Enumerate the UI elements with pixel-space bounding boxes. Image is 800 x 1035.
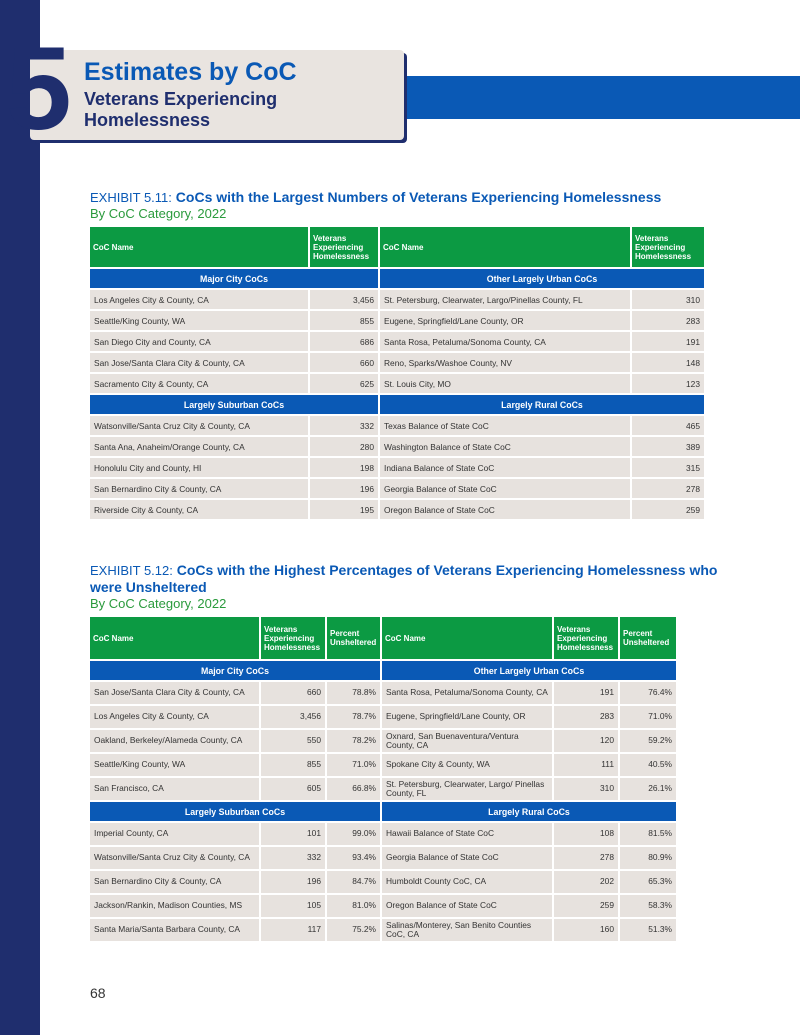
veterans-count-cell: 280 [310,437,378,456]
table-row [90,919,676,941]
coc-name-cell: Imperial County, CA [90,823,259,845]
percent-unsheltered-cell: 78.2% [327,730,380,752]
table-row [90,290,704,309]
table-row [90,682,676,704]
coc-name-cell: Salinas/Monterey, San Benito Counties CoC, CA [382,919,552,941]
percent-unsheltered-cell: 51.3% [620,919,676,941]
chapter-title: Estimates by CoC [84,58,297,86]
coc-name-cell: San Jose/Santa Clara City & County, CA [90,682,259,704]
percent-unsheltered-cell: 26.1% [620,778,676,800]
percent-unsheltered-cell: 78.7% [327,706,380,728]
table-row [90,500,704,519]
exhibit-number: EXHIBIT 5.12: [90,563,173,578]
veterans-count-cell: 259 [554,895,618,917]
coc-name-cell: Eugene, Springfield/Lane County, OR [380,311,630,330]
coc-name-cell: Spokane City & County, WA [382,754,552,776]
coc-name-cell: Watsonville/Santa Cruz City & County, CA [90,847,259,869]
percent-unsheltered-cell: 59.2% [620,730,676,752]
veterans-count-cell: 117 [261,919,325,941]
coc-name-cell: San Diego City and County, CA [90,332,308,351]
table-row [90,311,704,330]
coc-name-cell: St. Louis City, MO [380,374,630,393]
percent-unsheltered-cell: 66.8% [327,778,380,800]
table-row [90,353,704,372]
table-row [90,895,676,917]
header-coc-name: CoC Name [380,227,630,267]
table-row [90,458,704,477]
veterans-count-cell: 332 [261,847,325,869]
category-row [90,269,704,288]
coc-name-cell: Sacramento City & County, CA [90,374,308,393]
veterans-count-cell: 148 [632,353,704,372]
percent-unsheltered-cell: 71.0% [327,754,380,776]
coc-name-cell: Seattle/King County, WA [90,311,308,330]
exhibit-title [90,562,720,596]
veterans-count-cell: 196 [261,871,325,893]
veterans-count-cell: 389 [632,437,704,456]
percent-unsheltered-cell: 78.8% [327,682,380,704]
table-row [90,437,704,456]
header-veterans: Veterans Experiencing Homelessness [554,617,618,659]
header-name: CoC Name [382,617,552,659]
veterans-count-cell: 660 [261,682,325,704]
table-row [90,778,676,800]
coc-name-cell: Los Angeles City & County, CA [90,706,259,728]
veterans-count-cell: 315 [632,458,704,477]
exhibit-title [90,189,720,206]
percent-unsheltered-cell: 75.2% [327,919,380,941]
category-row [90,661,676,680]
header-veterans: Veterans Experiencing Homelessness [632,227,704,267]
header-name: CoC Name [90,617,259,659]
percent-unsheltered-cell: 93.4% [327,847,380,869]
percent-unsheltered-cell: 65.3% [620,871,676,893]
coc-name-cell: Oxnard, San Buenaventura/Ventura County, CA [382,730,552,752]
percent-unsheltered-cell: 71.0% [620,706,676,728]
veterans-count-cell: 550 [261,730,325,752]
veterans-count-cell: 195 [310,500,378,519]
percent-unsheltered-cell: 76.4% [620,682,676,704]
chapter-subtitle: Veterans Experiencing Homelessness [84,89,278,130]
veterans-count-cell: 283 [554,706,618,728]
coc-name-cell: San Bernardino City & County, CA [90,479,308,498]
table-header-row [90,227,704,267]
veterans-count-cell: 310 [632,290,704,309]
table-row [90,730,676,752]
veterans-count-cell: 278 [554,847,618,869]
percent-unsheltered-cell: 84.7% [327,871,380,893]
table-row [90,332,704,351]
veterans-count-cell: 191 [632,332,704,351]
percent-unsheltered-cell: 99.0% [327,823,380,845]
veterans-count-cell: 120 [554,730,618,752]
coc-name-cell: Reno, Sparks/Washoe County, NV [380,353,630,372]
coc-name-cell: Oakland, Berkeley/Alameda County, CA [90,730,259,752]
category-label: Largely Suburban CoCs [90,395,378,414]
veterans-count-cell: 605 [261,778,325,800]
coc-name-cell: San Jose/Santa Clara City & County, CA [90,353,308,372]
coc-name-cell: Santa Rosa, Petaluma/Sonoma County, CA [382,682,552,704]
coc-name-cell: St. Petersburg, Clearwater, Largo/ Pinellas County, FL [382,778,552,800]
exhibit-heading: CoCs with the Highest Percentages of Veterans Experiencing Homelessness who were Unsheltered [90,562,718,595]
table-row [90,871,676,893]
veterans-count-cell: 108 [554,823,618,845]
veterans-count-cell: 259 [632,500,704,519]
exhibit-number: EXHIBIT 5.11: [90,190,172,205]
category-label: Other Largely Urban CoCs [382,661,676,680]
category-row [90,802,676,821]
coc-name-cell: Santa Ana, Anaheim/Orange County, CA [90,437,308,456]
table-row [90,847,676,869]
veterans-count-cell: 202 [554,871,618,893]
category-label: Major City CoCs [90,661,380,680]
exhibit-subtitle: By CoC Category, 2022 [90,596,227,611]
header-veterans: Veterans Experiencing Homelessness [310,227,378,267]
veterans-count-cell: 105 [261,895,325,917]
coc-name-cell: Georgia Balance of State CoC [380,479,630,498]
table-row [90,823,676,845]
percent-unsheltered-cell: 81.5% [620,823,676,845]
exhibit-subtitle: By CoC Category, 2022 [90,206,227,221]
veterans-count-cell: 101 [261,823,325,845]
exhibit-heading: CoCs with the Largest Numbers of Veterans Experiencing Homelessness [175,189,662,205]
category-label: Other Largely Urban CoCs [380,269,704,288]
header-coc-name: CoC Name [90,227,308,267]
exhibit-5-12 [90,562,720,943]
coc-name-cell: Eugene, Springfield/Lane County, OR [382,706,552,728]
coc-name-cell: Washington Balance of State CoC [380,437,630,456]
percent-unsheltered-cell: 81.0% [327,895,380,917]
page-number: 68 [90,985,106,1001]
coc-name-cell: Jackson/Rankin, Madison Counties, MS [90,895,259,917]
category-row [90,395,704,414]
largest-numbers-table [88,225,706,521]
veterans-count-cell: 855 [310,311,378,330]
coc-name-cell: Georgia Balance of State CoC [382,847,552,869]
coc-name-cell: Seattle/King County, WA [90,754,259,776]
veterans-count-cell: 855 [261,754,325,776]
coc-name-cell: San Bernardino City & County, CA [90,871,259,893]
veterans-count-cell: 310 [554,778,618,800]
coc-name-cell: Los Angeles City & County, CA [90,290,308,309]
category-label: Major City CoCs [90,269,378,288]
veterans-count-cell: 278 [632,479,704,498]
coc-name-cell: St. Petersburg, Clearwater, Largo/Pinellas County, FL [380,290,630,309]
table-row [90,479,704,498]
veterans-count-cell: 686 [310,332,378,351]
category-label: Largely Suburban CoCs [90,802,380,821]
coc-name-cell: San Francisco, CA [90,778,259,800]
coc-name-cell: Indiana Balance of State CoC [380,458,630,477]
chapter-number: 5 [6,23,68,155]
exhibit-5-11 [90,189,720,521]
coc-name-cell: Santa Maria/Santa Barbara County, CA [90,919,259,941]
veterans-count-cell: 332 [310,416,378,435]
table-row [90,416,704,435]
coc-name-cell: Santa Rosa, Petaluma/Sonoma County, CA [380,332,630,351]
category-label: Largely Rural CoCs [382,802,676,821]
veterans-count-cell: 3,456 [310,290,378,309]
coc-name-cell: Oregon Balance of State CoC [380,500,630,519]
table-row [90,706,676,728]
coc-name-cell: Riverside City & County, CA [90,500,308,519]
table-header-row [90,617,676,659]
veterans-count-cell: 660 [310,353,378,372]
veterans-count-cell: 160 [554,919,618,941]
veterans-count-cell: 111 [554,754,618,776]
table-row [90,374,704,393]
header-percent: Percent Unsheltered [327,617,380,659]
coc-name-cell: Texas Balance of State CoC [380,416,630,435]
veterans-count-cell: 283 [632,311,704,330]
coc-name-cell: Watsonville/Santa Cruz City & County, CA [90,416,308,435]
unsheltered-percent-table [88,615,678,943]
sidebar-band [0,0,40,1035]
percent-unsheltered-cell: 40.5% [620,754,676,776]
coc-name-cell: Honolulu City and County, HI [90,458,308,477]
header-veterans: Veterans Experiencing Homelessness [261,617,325,659]
veterans-count-cell: 625 [310,374,378,393]
header-band [395,76,800,119]
veterans-count-cell: 465 [632,416,704,435]
coc-name-cell: Humboldt County CoC, CA [382,871,552,893]
category-label: Largely Rural CoCs [380,395,704,414]
coc-name-cell: Oregon Balance of State CoC [382,895,552,917]
veterans-count-cell: 123 [632,374,704,393]
coc-name-cell: Hawaii Balance of State CoC [382,823,552,845]
veterans-count-cell: 3,456 [261,706,325,728]
percent-unsheltered-cell: 58.3% [620,895,676,917]
header-percent: Percent Unsheltered [620,617,676,659]
percent-unsheltered-cell: 80.9% [620,847,676,869]
veterans-count-cell: 196 [310,479,378,498]
veterans-count-cell: 191 [554,682,618,704]
table-row [90,754,676,776]
veterans-count-cell: 198 [310,458,378,477]
